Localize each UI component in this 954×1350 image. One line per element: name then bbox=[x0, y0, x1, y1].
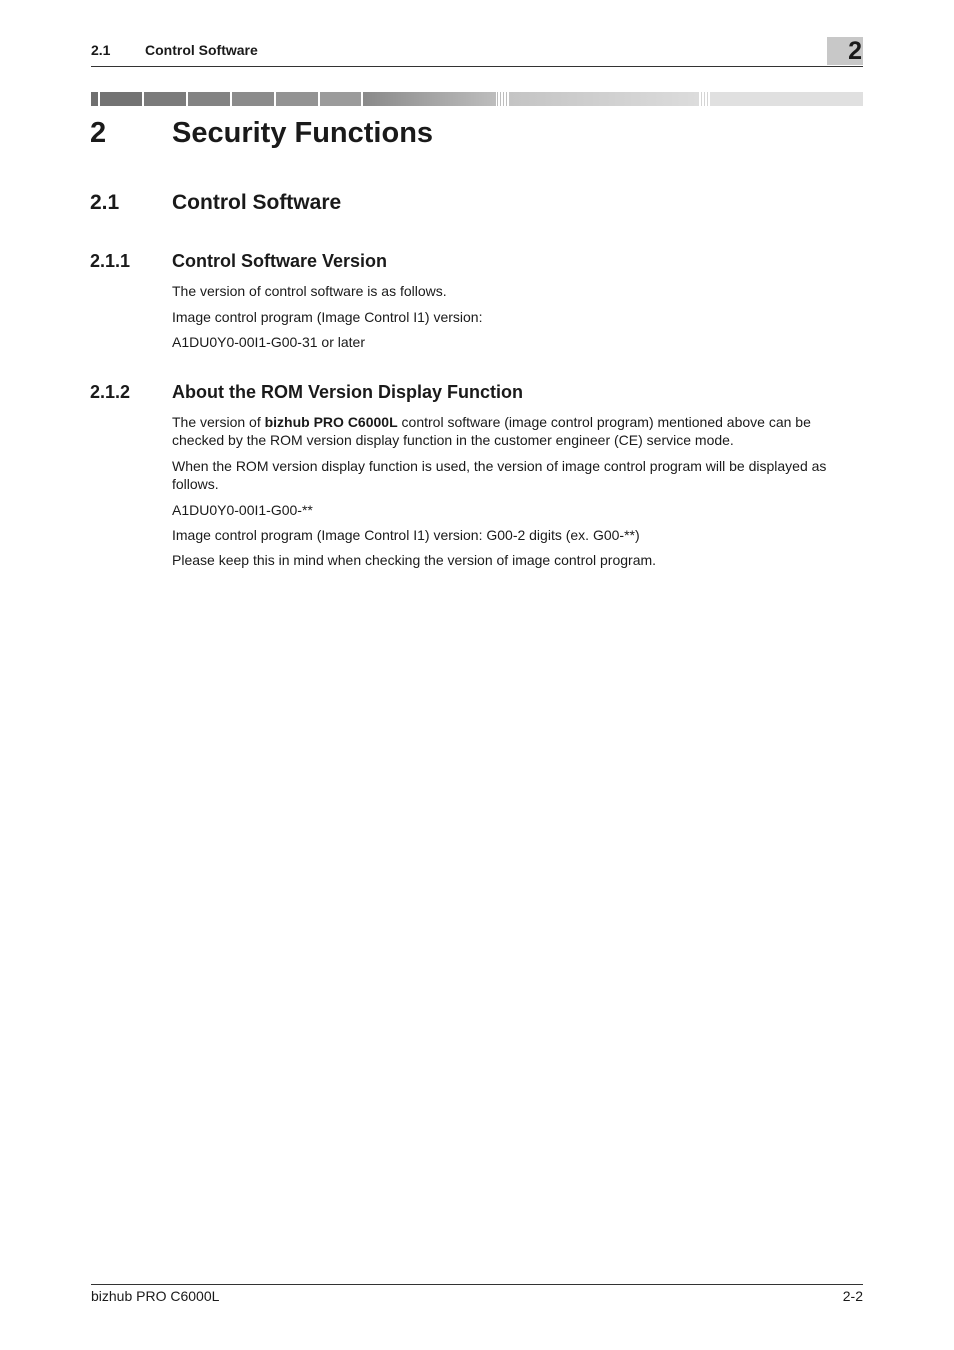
version-string: A1DU0Y0-00I1-G00-** bbox=[172, 502, 313, 518]
subsection-title: About the ROM Version Display Function bbox=[172, 382, 524, 402]
paragraph: The version of control software is as follows. bbox=[172, 283, 447, 299]
paragraph bbox=[172, 413, 862, 449]
product-name: bizhub PRO C6000L bbox=[264, 414, 398, 430]
page-number: 2-2 bbox=[842, 1288, 863, 1304]
header-section-number: 2.1 bbox=[91, 42, 111, 58]
decorative-bar bbox=[91, 92, 863, 106]
version-string: A1DU0Y0-00I1-G00-31 or later bbox=[172, 334, 365, 350]
running-header bbox=[91, 37, 863, 67]
section-number: 2.1 bbox=[90, 191, 120, 214]
subsection-heading-rom-display bbox=[90, 382, 523, 403]
subsection-title: Control Software Version bbox=[172, 251, 388, 271]
section-title: Control Software bbox=[172, 191, 342, 214]
paragraph: Image control program (Image Control I1) version: bbox=[172, 309, 483, 325]
chapter-tab bbox=[827, 37, 863, 65]
paragraph: When the ROM version display function is used, the version of image control program will be displayed as follows. bbox=[172, 458, 827, 492]
paragraph-suffix: control software (image control program) mentioned above can be checked by the ROM version display function in the customer engineer (CE) service mode. bbox=[172, 414, 811, 448]
chapter-title-text: Security Functions bbox=[172, 117, 434, 149]
paragraph: Please keep this in mind when checking the version of image control program. bbox=[172, 552, 657, 568]
section-heading bbox=[90, 191, 341, 215]
chapter-title bbox=[90, 117, 433, 150]
paragraph-prefix: The version of bbox=[172, 414, 265, 430]
footer-product: bizhub PRO C6000L bbox=[91, 1288, 220, 1304]
subsection-number: 2.1.1 bbox=[90, 251, 131, 271]
chapter-number: 2 bbox=[90, 117, 107, 149]
chapter-tab-number: 2 bbox=[848, 37, 862, 65]
paragraph: Image control program (Image Control I1) version: G00-2 digits (ex. G00-**) bbox=[172, 527, 640, 543]
subsection-number: 2.1.2 bbox=[90, 382, 131, 402]
header-section-title: Control Software bbox=[145, 42, 258, 58]
page-footer bbox=[91, 1284, 863, 1309]
subsection-heading-version bbox=[90, 251, 387, 272]
